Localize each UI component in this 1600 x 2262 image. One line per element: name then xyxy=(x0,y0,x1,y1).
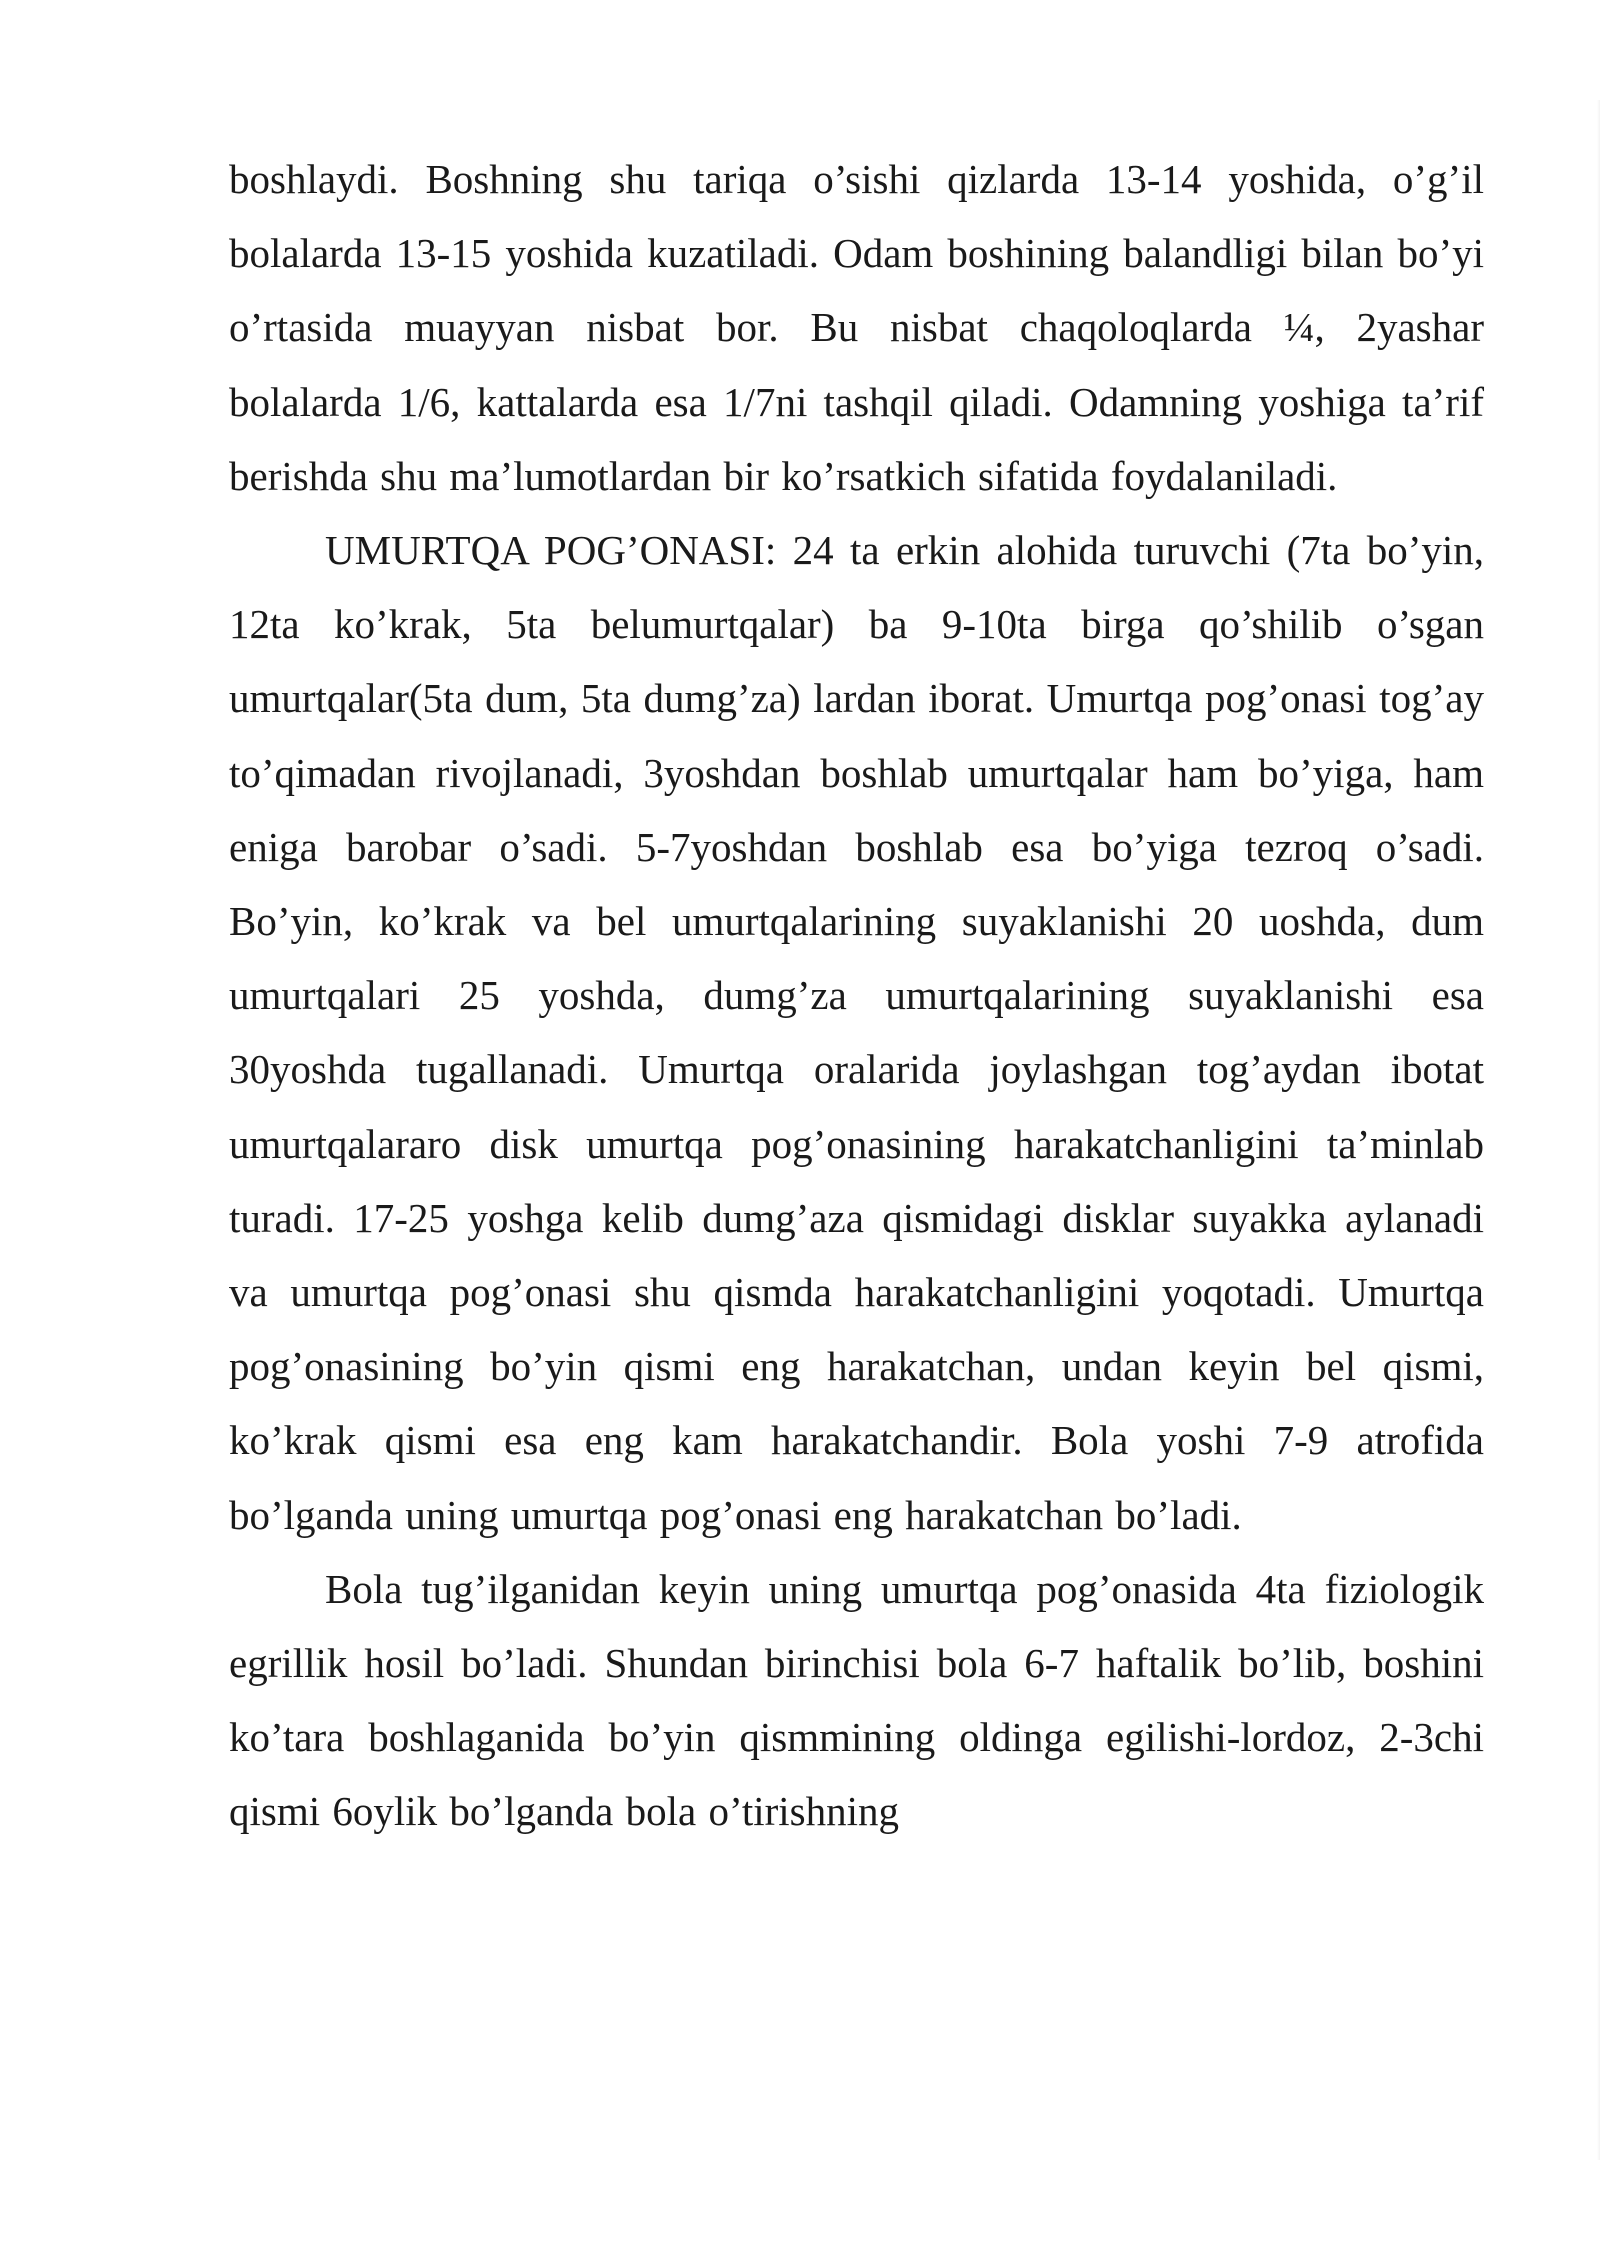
paragraph-curvature: Bola tug’ilganidan keyin uning umurtqa pog’onasida 4ta fiziologik egrillik hosil bo’ladi. Shundan birinchisi bola 6-7 haftalik bo’lib, boshini ko’tara boshlaganida bo’yin qismmining oldinga egilishi-lordoz, 2-3chi qismi 6oylik bo’lganda bola o’tirishning xyxy=(229,1565,1484,1835)
body-text xyxy=(229,142,1484,1849)
paragraph-spine: UMURTQA POG’ONASI: 24 ta erkin alohida turuvchi (7ta bo’yin, 12ta ko’krak, 5ta belumurtqalar) ba 9-10ta birga qo’shilib o’sgan umurtqalar(5ta dum, 5ta dumg’za) lardan iborat. Umurtqa pog’onasi tog’ay to’qimadan rivojlanadi, 3yoshdan boshlab umurtqalar ham bo’yiga, ham eniga barobar o’sadi. 5-7yoshdan boshlab esa bo’yiga tezroq o’sadi. Bo’yin, ko’krak va bel umurtqalarining suyaklanishi 20 uoshda, dum umurtqalari 25 yoshda, dumg’za umurtqalarining suyaklanishi esa 30yoshda tugallanadi. Umurtqa oralarida joylashgan tog’aydan ibotat umurtqalararo disk umurtqa pog’onasining harakatchanligini ta’minlab turadi. 17-25 yoshga kelib dumg’aza qismidagi disklar suyakka aylanadi va umurtqa pog’onasi shu qismda harakatchanligini yoqotadi. Umurtqa pog’onasining bo’yin qismi eng harakatchan, undan keyin bel qismi, ko’krak qismi esa eng kam harakatchandir. Bola yoshi 7-9 atrofida bo’lganda uning umurtqa pog’onasi eng harakatchan bo’ladi. xyxy=(229,527,1484,1538)
paragraph-head-growth: boshlaydi. Boshning shu tariqa o’sishi qizlarda 13-14 yoshida, o’g’il bolalarda 13-15 yoshida kuzatiladi. Odam boshining balandligi bilan bo’yi o’rtasida muayyan nisbat bor. Bu nisbat chaqoloqlarda ¼, 2yashar bolalarda 1/6, kattalarda esa 1/7ni tashqil qiladi. Odamning yoshiga ta’rif berishda shu ma’lumotlardan bir ko’rsatkich sifatida foydalaniladi. xyxy=(229,156,1484,499)
